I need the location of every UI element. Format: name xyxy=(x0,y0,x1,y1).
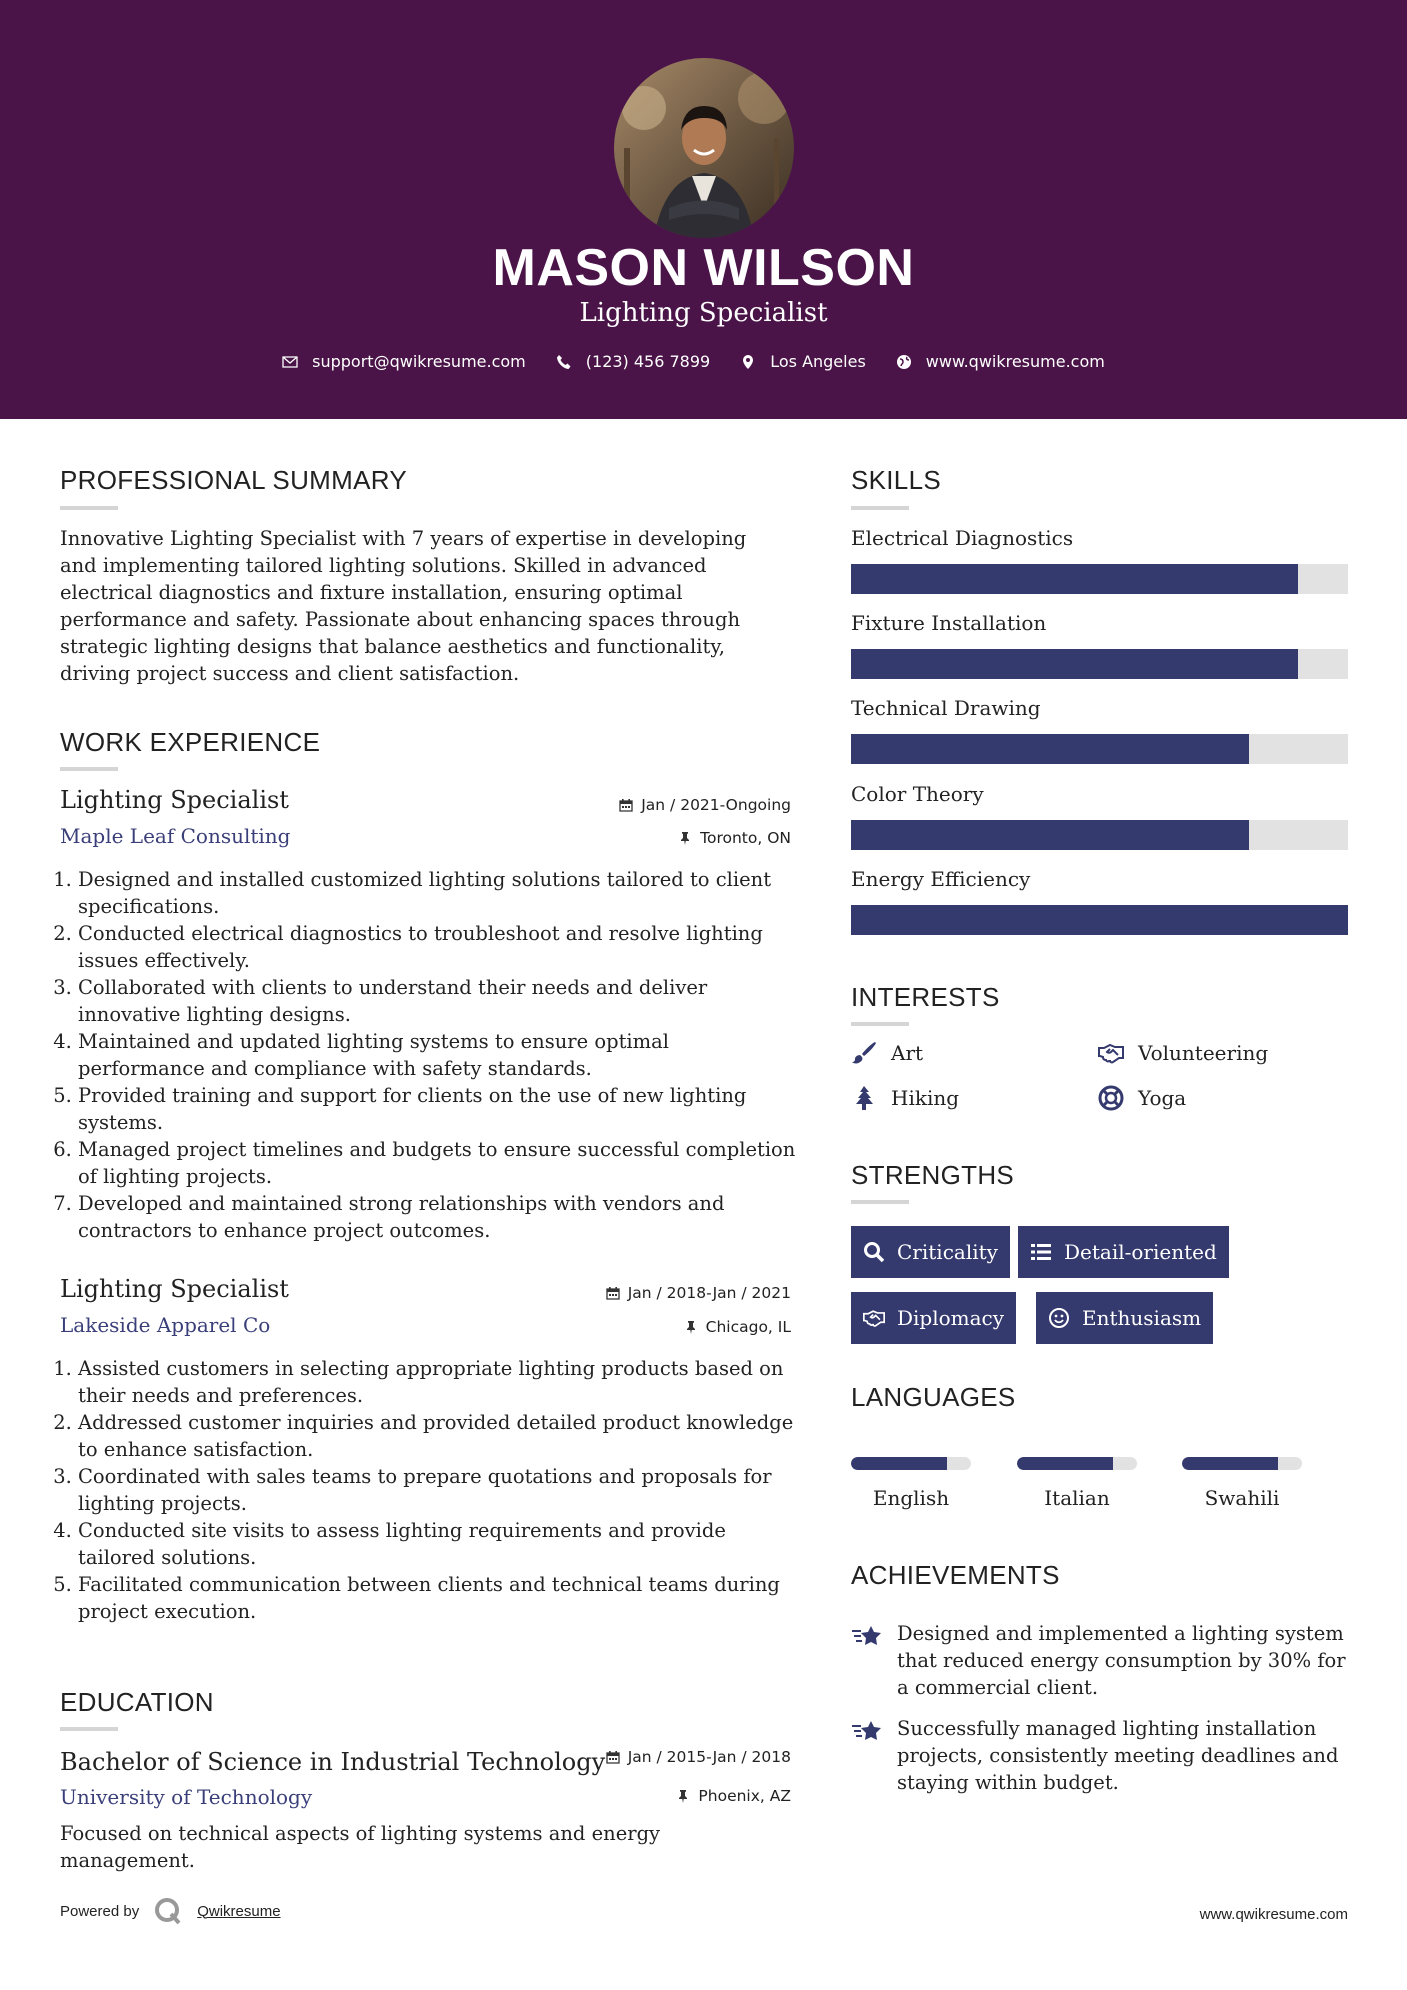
contact-bar xyxy=(0,352,1407,371)
job-title: Lighting Specialist xyxy=(60,1275,289,1303)
candidate-name: MASON WILSON xyxy=(492,239,915,297)
location-text: Los Angeles xyxy=(770,352,866,371)
skills-heading: SKILLS xyxy=(851,465,941,495)
skill-bar-fill xyxy=(851,905,1348,935)
shooting-star-icon xyxy=(851,1622,883,1652)
pushpin-icon xyxy=(684,1320,698,1334)
section-divider xyxy=(60,1727,118,1731)
list-item: 1. Assisted customers in selecting appropriate lighting products based on their needs and preferences. xyxy=(78,1355,800,1409)
handshake-icon xyxy=(863,1307,885,1329)
interest-item xyxy=(851,1040,923,1066)
achievements-heading: ACHIEVEMENTS xyxy=(851,1560,1060,1590)
strength-label: Diplomacy xyxy=(897,1306,1005,1330)
education-location xyxy=(560,1787,791,1805)
calendar-icon xyxy=(606,1286,620,1300)
strength-badge xyxy=(1036,1292,1213,1344)
candidate-title: Lighting Specialist xyxy=(579,298,828,328)
phone-text: (123) 456 7899 xyxy=(585,352,711,371)
job-dates-text: Jan / 2021-Ongoing xyxy=(641,796,791,814)
interest-item xyxy=(851,1085,959,1111)
list-item: 7. Developed and maintained strong relationships with vendors and contractors to enhance project outcomes. xyxy=(78,1190,800,1244)
interest-item xyxy=(1098,1040,1268,1066)
section-divider xyxy=(851,506,909,510)
contact-website[interactable] xyxy=(896,352,1105,371)
smile-icon xyxy=(1048,1307,1070,1329)
phone-icon xyxy=(556,354,572,370)
language-bar xyxy=(1017,1457,1137,1470)
achievement-text: Successfully managed lighting installation projects, consistently meeting deadlines and staying within budget. xyxy=(897,1717,1339,1794)
summary-heading: PROFESSIONAL SUMMARY xyxy=(60,465,407,495)
achievement-item xyxy=(851,1620,1351,1701)
job-title: Lighting Specialist xyxy=(60,786,289,814)
language-name: English xyxy=(872,1486,950,1510)
skill-name: Electrical Diagnostics xyxy=(851,526,1074,550)
list-item: 2. Addressed customer inquiries and provided detailed product knowledge to enhance satisfaction. xyxy=(78,1409,800,1463)
section-divider xyxy=(60,506,118,510)
skill-bar xyxy=(851,734,1348,764)
education-description: Focused on technical aspects of lighting systems and energy management. xyxy=(60,1822,661,1872)
experience-heading: WORK EXPERIENCE xyxy=(60,727,321,757)
skill-bar-fill xyxy=(851,734,1249,764)
email-text: support@qwikresume.com xyxy=(312,352,526,371)
strength-label: Enthusiasm xyxy=(1082,1306,1202,1330)
section-divider xyxy=(60,767,118,771)
globe-icon xyxy=(896,354,912,370)
job-location xyxy=(560,829,791,847)
search-icon xyxy=(863,1241,885,1263)
skill-name: Fixture Installation xyxy=(851,611,1047,635)
job-company: Lakeside Apparel Co xyxy=(60,1313,271,1337)
language-name: Italian xyxy=(1044,1486,1110,1510)
strength-badge xyxy=(851,1226,1010,1278)
list-item: 2. Conducted electrical diagnostics to troubleshoot and resolve lighting issues effectively. xyxy=(78,920,800,974)
job-company: Maple Leaf Consulting xyxy=(60,824,291,848)
calendar-icon xyxy=(606,1750,620,1764)
section-divider xyxy=(851,1022,909,1026)
shooting-star-icon xyxy=(851,1717,883,1747)
profile-photo xyxy=(614,58,794,238)
list-item: 1. Designed and installed customized lighting solutions tailored to client specifications. xyxy=(78,866,800,920)
job-dates xyxy=(560,796,791,814)
skill-bar-fill xyxy=(851,564,1298,594)
skill-bar-fill xyxy=(851,649,1298,679)
paintbrush-icon xyxy=(851,1040,877,1066)
interest-label: Yoga xyxy=(1138,1086,1187,1110)
language-bar xyxy=(851,1457,971,1470)
job-location xyxy=(560,1318,791,1336)
education-location-text: Phoenix, AZ xyxy=(698,1787,791,1805)
language-bar-fill xyxy=(851,1457,947,1470)
pushpin-icon xyxy=(676,1789,690,1803)
strengths-heading: STRENGTHS xyxy=(851,1160,1015,1190)
list-icon xyxy=(1030,1241,1052,1263)
summary-text: Innovative Lighting Specialist with 7 years of expertise in developing and implementing tailored lighting solutions. Skilled in advanced electrical diagnostics and fixture installation, ensuring optimal performance and safety. Passionate about enhancing spaces through strategic lighting designs that balance aesthetics and functionality, driving project success and client satisfaction. xyxy=(60,527,747,685)
list-item: 4. Maintained and updated lighting systems to ensure optimal performance and compliance with safety standards. xyxy=(78,1028,800,1082)
skill-bar xyxy=(851,820,1348,850)
skill-bar xyxy=(851,649,1348,679)
degree-title: Bachelor of Science in Industrial Technology xyxy=(60,1748,606,1776)
education-dates xyxy=(540,1748,791,1766)
contact-location xyxy=(740,352,866,371)
language-bar-fill xyxy=(1182,1457,1278,1470)
list-item: 5. Facilitated communication between clients and technical teams during project execution. xyxy=(78,1571,800,1625)
strength-label: Detail-oriented xyxy=(1064,1240,1217,1264)
qwikresume-logo-icon xyxy=(153,1896,183,1926)
job-dates xyxy=(540,1284,791,1302)
strength-badge xyxy=(851,1292,1016,1344)
education-heading: EDUCATION xyxy=(60,1687,214,1717)
languages-heading: LANGUAGES xyxy=(851,1382,1016,1412)
interest-item xyxy=(1098,1085,1186,1111)
footer-branding xyxy=(60,1896,281,1926)
section-divider xyxy=(851,1200,909,1204)
job-bullets xyxy=(60,866,800,1244)
language-bar-fill xyxy=(1017,1457,1113,1470)
strength-label: Criticality xyxy=(897,1240,998,1264)
list-item: 5. Provided training and support for clients on the use of new lighting systems. xyxy=(78,1082,800,1136)
school-name: University of Technology xyxy=(60,1785,313,1809)
language-name: Swahili xyxy=(1204,1486,1280,1510)
skill-name: Color Theory xyxy=(851,782,984,806)
language-bar xyxy=(1182,1457,1302,1470)
job-dates-text: Jan / 2018-Jan / 2021 xyxy=(627,1284,791,1302)
list-item: 6. Managed project timelines and budgets to ensure successful completion of lighting projects. xyxy=(78,1136,800,1190)
achievement-item xyxy=(851,1715,1351,1796)
interest-label: Art xyxy=(891,1041,924,1065)
qwikresume-link[interactable]: Qwikresume xyxy=(197,1902,281,1920)
interest-label: Volunteering xyxy=(1138,1041,1269,1065)
envelope-icon xyxy=(282,354,298,370)
interests-heading: INTERESTS xyxy=(851,982,1000,1012)
resume-header xyxy=(0,0,1407,419)
calendar-icon xyxy=(619,798,633,812)
skill-name: Technical Drawing xyxy=(851,696,1041,720)
education-dates-text: Jan / 2015-Jan / 2018 xyxy=(627,1748,791,1766)
website-text: www.qwikresume.com xyxy=(925,352,1105,371)
handshake-icon xyxy=(1098,1040,1124,1066)
skill-bar xyxy=(851,564,1348,594)
skill-name: Energy Efficiency xyxy=(851,867,1031,891)
pushpin-icon xyxy=(678,831,692,845)
list-item: 3. Collaborated with clients to understand their needs and deliver innovative lighting designs. xyxy=(78,974,800,1028)
job-location-text: Toronto, ON xyxy=(700,829,791,847)
achievement-text: Designed and implemented a lighting system that reduced energy consumption by 30% for a commercial client. xyxy=(897,1622,1346,1699)
footer-website[interactable]: www.qwikresume.com xyxy=(1199,1906,1348,1923)
tree-icon xyxy=(851,1085,877,1111)
skill-bar-fill xyxy=(851,820,1249,850)
list-item: 3. Coordinated with sales teams to prepare quotations and proposals for lighting projects. xyxy=(78,1463,800,1517)
contact-phone[interactable] xyxy=(556,352,710,371)
list-item: 4. Conducted site visits to assess lighting requirements and provide tailored solutions. xyxy=(78,1517,800,1571)
skill-bar xyxy=(851,905,1348,935)
interest-label: Hiking xyxy=(891,1086,960,1110)
map-pin-icon xyxy=(740,354,756,370)
lifebuoy-icon xyxy=(1098,1085,1124,1111)
strength-badge xyxy=(1018,1226,1229,1278)
powered-by-label: Powered by xyxy=(60,1902,140,1920)
job-bullets xyxy=(60,1355,800,1625)
job-location-text: Chicago, IL xyxy=(705,1318,791,1336)
contact-email[interactable] xyxy=(282,352,526,371)
